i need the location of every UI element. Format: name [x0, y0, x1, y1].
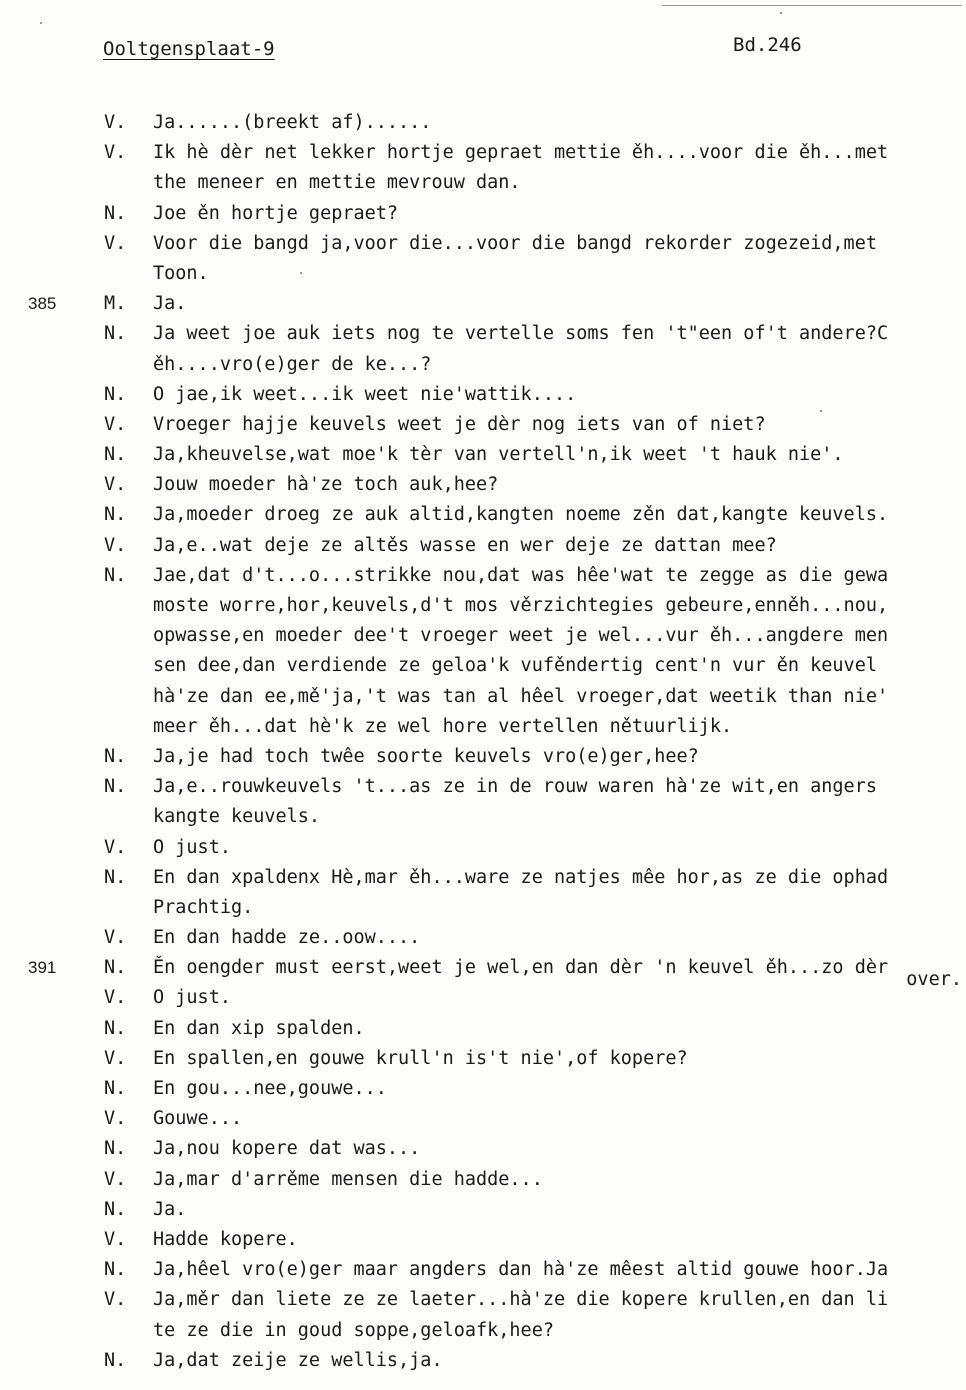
- transcript-line: [0, 108, 966, 138]
- speaker-label: N.: [104, 1017, 127, 1039]
- utterance-text: Ja,je had toch twêe soorte keuvels vro(e)ger,hee?: [153, 745, 699, 767]
- speaker-label: V.: [104, 142, 127, 164]
- transcript-line: [0, 1074, 966, 1104]
- transcript-line: [0, 833, 966, 863]
- speaker-label: N.: [104, 1078, 127, 1099]
- transcript-line: [0, 651, 966, 681]
- transcript-line: [0, 893, 966, 923]
- transcript-line: [0, 1285, 966, 1315]
- transcript-line: [0, 531, 966, 561]
- utterance-text: O just.: [153, 987, 231, 1009]
- transcript-line: [0, 350, 966, 380]
- transcript-line: [0, 561, 966, 591]
- continuation-text: over.: [906, 969, 962, 991]
- utterance-text: opwasse,en moeder dee't vroeger weet je wel...vur ěh...angdere men: [153, 625, 889, 647]
- transcript-line: [0, 983, 966, 1013]
- transcript-line: [0, 682, 966, 712]
- transcript-line: [0, 259, 966, 289]
- utterance-text: Voor die bangd ja,voor die...voor die bangd rekorder zogezeid,met: [153, 232, 877, 254]
- speaker-label: N.: [104, 745, 127, 767]
- utterance-text: Jouw moeder hà'ze toch auk,hee?: [153, 474, 499, 496]
- utterance-text: En dan hadde ze..oow....: [153, 927, 421, 949]
- speaker-label: N.: [104, 1349, 127, 1371]
- speaker-label: M.: [104, 293, 127, 315]
- utterance-text: Gouwe...: [153, 1108, 243, 1130]
- utterance-text: Ja,hêel vro(e)ger maar angders dan hà'ze mêest altid gouwe hoor.Ja: [153, 1259, 889, 1281]
- speaker-label: N.: [104, 1138, 127, 1160]
- speaker-label: N.: [104, 1259, 127, 1281]
- utterance-text: moste worre,hor,keuvels,d't mos věrzichtegies gebeure,enněh...nou,: [153, 595, 889, 616]
- transcript-line: [0, 380, 966, 410]
- speaker-label: N.: [104, 202, 127, 224]
- top-rule: [662, 5, 962, 6]
- speaker-label: N.: [104, 866, 127, 888]
- speaker-label: N.: [104, 383, 127, 405]
- scan-speck: [40, 22, 42, 24]
- utterance-text: Toon.: [153, 262, 209, 284]
- utterance-text: Ja,e..wat deje ze altěs wasse en wer deje ze dattan mee?: [153, 534, 777, 556]
- speaker-label: V.: [104, 1108, 127, 1130]
- transcript-line: [0, 470, 966, 500]
- transcript-line: [0, 923, 966, 953]
- speaker-label: V.: [104, 927, 127, 949]
- speaker-label: N.: [104, 323, 127, 345]
- utterance-text: sen dee,dan verdiende ze geloa'k vufěndertig cent'n vur ěn keuvel: [153, 655, 877, 677]
- speaker-label: N.: [104, 504, 127, 526]
- transcript-line: [0, 802, 966, 832]
- utterance-text: Ěn oengder must eerst,weet je wel,en dan dèr 'n keuvel ěh...zo dèr: [153, 957, 889, 979]
- scan-speck: [780, 12, 782, 14]
- utterance-text: En dan xip spalden.: [153, 1017, 365, 1039]
- utterance-text: Ja weet joe auk iets nog te vertelle soms fen 't"een of't andere?C: [153, 323, 889, 345]
- utterance-text: Ja,dat zeije ze wellis,ja.: [153, 1349, 443, 1371]
- utterance-text: ěh....vro(e)ger de ke...?: [153, 353, 432, 375]
- transcript-line: [0, 500, 966, 530]
- transcript-line: [0, 1225, 966, 1255]
- transcript-line: [0, 1346, 966, 1376]
- utterance-text: meer ěh...dat hè'k ze wel hore vertellen nětuurlijk.: [153, 715, 733, 737]
- transcript-line: [0, 440, 966, 470]
- speaker-label: V.: [104, 1228, 127, 1250]
- margin-line-number: 385: [28, 294, 57, 314]
- speaker-label: N.: [104, 1198, 127, 1220]
- speaker-label: V.: [104, 836, 127, 858]
- transcript-line: [0, 1014, 966, 1044]
- utterance-text: Vroeger hajje keuvels weet je dèr nog iets van of niet?: [153, 413, 766, 435]
- utterance-text: Ik hè dèr net lekker hortje gepraet mettie ěh....voor die ěh...met: [153, 142, 889, 164]
- utterance-text: Ja,e..rouwkeuvels 't...as ze in de rouw waren hà'ze wit,en angers: [153, 776, 877, 798]
- utterance-text: hà'ze dan ee,mě'ja,'t was tan al hêel vroeger,dat weetik than nie': [153, 685, 889, 707]
- utterance-text: Ja.: [153, 1198, 187, 1220]
- speaker-label: V.: [104, 112, 127, 133]
- utterance-text: En gou...nee,gouwe...: [153, 1078, 387, 1099]
- utterance-text: kangte keuvels.: [153, 806, 321, 828]
- utterance-text: O jae,ik weet...ik weet nie'wattik....: [153, 383, 577, 405]
- speaker-label: N.: [104, 776, 127, 798]
- utterance-text: the meneer en mettie mevrouw dan.: [153, 172, 521, 194]
- utterance-text: Ja,kheuvelse,wat moe'k tèr van vertell'n,ik weet 't hauk nie'.: [153, 444, 844, 466]
- speaker-label: V.: [104, 1047, 127, 1069]
- transcript-line: [0, 229, 966, 259]
- utterance-text: Ja,měr dan liete ze ze laeter...hà'ze die kopere krullen,en dan li: [153, 1289, 889, 1311]
- transcript-line: [0, 199, 966, 229]
- speaker-label: V.: [104, 534, 127, 556]
- utterance-text: Ja,nou kopere dat was...: [153, 1138, 421, 1160]
- transcript-line: [0, 742, 966, 772]
- page-title: Ooltgensplaat-9: [103, 38, 275, 60]
- transcript-line: [0, 1316, 966, 1346]
- speaker-label: N.: [104, 957, 127, 979]
- page-reference: Bd.246: [733, 34, 802, 56]
- speaker-label: V.: [104, 413, 127, 435]
- transcript-line: [0, 1104, 966, 1134]
- utterance-text: Prachtig.: [153, 896, 254, 918]
- speaker-label: V.: [104, 1289, 127, 1311]
- utterance-text: O just.: [153, 836, 231, 858]
- speaker-label: V.: [104, 232, 127, 254]
- transcript-line: [0, 863, 966, 893]
- transcript-line: [0, 591, 966, 621]
- utterance-text: Ja,mar d'arrěme mensen die hadde...: [153, 1168, 543, 1190]
- utterance-text: Ja......(breekt af)......: [153, 112, 432, 133]
- transcript-line: [0, 621, 966, 651]
- transcript-line: [0, 1165, 966, 1195]
- speaker-label: V.: [104, 474, 127, 496]
- speaker-label: V.: [104, 987, 127, 1009]
- utterance-text: En dan xpaldenx Hè,mar ěh...ware ze natjes mêe hor,as ze die ophad: [153, 866, 889, 888]
- transcript-line: [0, 1195, 966, 1225]
- margin-line-number: 391: [28, 958, 57, 978]
- speaker-label: V.: [104, 1168, 127, 1190]
- transcript-line: [0, 953, 966, 991]
- utterance-text: Ja.: [153, 293, 187, 315]
- transcript-line: [0, 319, 966, 349]
- transcript-body: [0, 108, 966, 1376]
- transcript-line: [0, 1255, 966, 1285]
- transcript-line: [0, 168, 966, 198]
- transcript-line: [0, 289, 966, 319]
- transcript-line: [0, 712, 966, 742]
- speaker-label: N.: [104, 444, 127, 466]
- utterance-text: Joe ěn hortje gepraet?: [153, 202, 399, 224]
- transcript-line: [0, 1134, 966, 1164]
- utterance-text: Hadde kopere.: [153, 1228, 298, 1250]
- transcript-line: [0, 1044, 966, 1074]
- utterance-text: En spallen,en gouwe krull'n is't nie',of kopere?: [153, 1047, 688, 1069]
- utterance-text: Jae,dat d't...o...strikke nou,dat was hêe'wat te zegge as die gewa: [153, 564, 889, 586]
- transcript-line: [0, 410, 966, 440]
- speaker-label: N.: [104, 564, 127, 586]
- transcript-line: [0, 138, 966, 168]
- utterance-text: te ze die in goud soppe,geloafk,hee?: [153, 1319, 554, 1341]
- transcript-line: [0, 772, 966, 802]
- utterance-text: Ja,moeder droeg ze auk altid,kangten noeme zěn dat,kangte keuvels.: [153, 504, 889, 526]
